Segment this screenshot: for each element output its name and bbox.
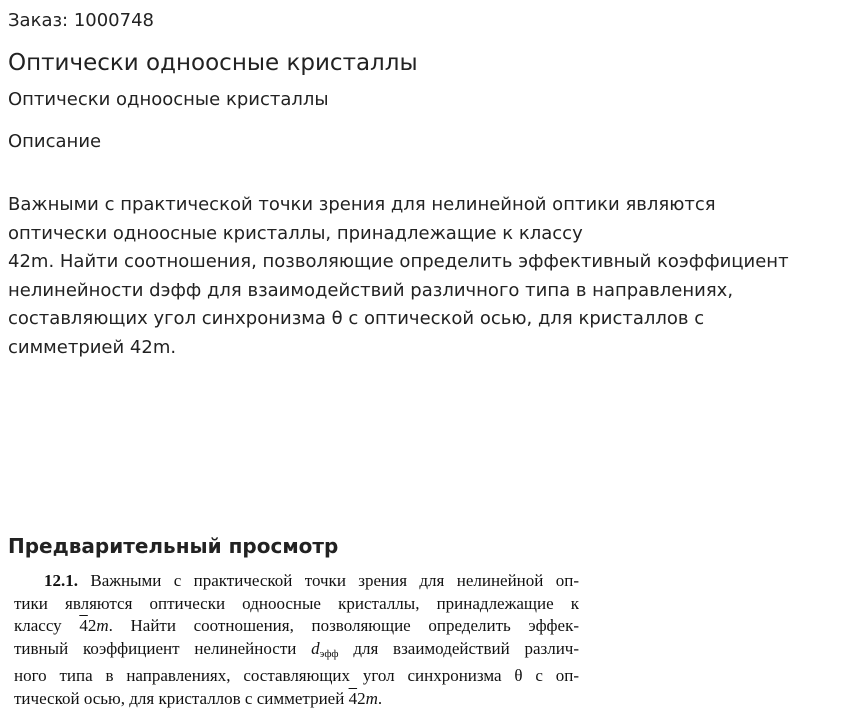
preview-heading: Предварительный просмотр bbox=[8, 534, 339, 558]
description-heading: Описание bbox=[8, 131, 102, 152]
problem-number: 12.1. bbox=[44, 571, 78, 590]
subtitle: Оптически одноосные кристаллы bbox=[8, 89, 329, 110]
description-line: составляющих угол синхронизма θ с оптической осью, для кристаллов с bbox=[8, 308, 705, 330]
math-d: d bbox=[311, 638, 320, 658]
preview-line: ного типа в направлениях, составляющих угол синхронизма θ с оп- bbox=[14, 666, 579, 686]
crystal-class-bar: 4 bbox=[348, 688, 358, 708]
math-d-subscript: эфф bbox=[319, 647, 339, 660]
description-line: симметрией 42m. bbox=[8, 336, 177, 358]
preview-line: тивный коэффициент нелинейности $d_{эфф}$ для взаимодействий различ- bbox=[14, 638, 580, 660]
order-number: Заказ: 1000748 bbox=[8, 10, 154, 31]
preview-line: тической осью, для кристаллов с симметрией 42m. bbox=[14, 688, 383, 708]
description-line: Важными с практической точки зрения для нелинейной оптики являются bbox=[8, 194, 716, 215]
description-line: 42m. Найти соотношения, позволяющие определить эффективный коэффициент bbox=[8, 251, 789, 273]
preview-line: классу 42m. Найти соотношения, позволяющие определить эффек- bbox=[14, 616, 580, 636]
preview-line: 12.1. Важными с практической точки зрения для нелинейной оп- bbox=[44, 571, 579, 590]
description-text bbox=[8, 191, 843, 363]
preview-image bbox=[14, 570, 579, 715]
page-title: Оптически одноосные кристаллы bbox=[8, 50, 418, 76]
preview-line: тики являются оптически одноосные кристаллы, принадлежащие к bbox=[14, 593, 579, 613]
description-line: нелинейности dэфф для взаимодействий различного типа в направлениях, bbox=[8, 279, 734, 301]
crystal-class-bar: 4 bbox=[79, 616, 88, 636]
description-line: оптически одноосные кристаллы, принадлежащие к классу bbox=[8, 222, 583, 244]
